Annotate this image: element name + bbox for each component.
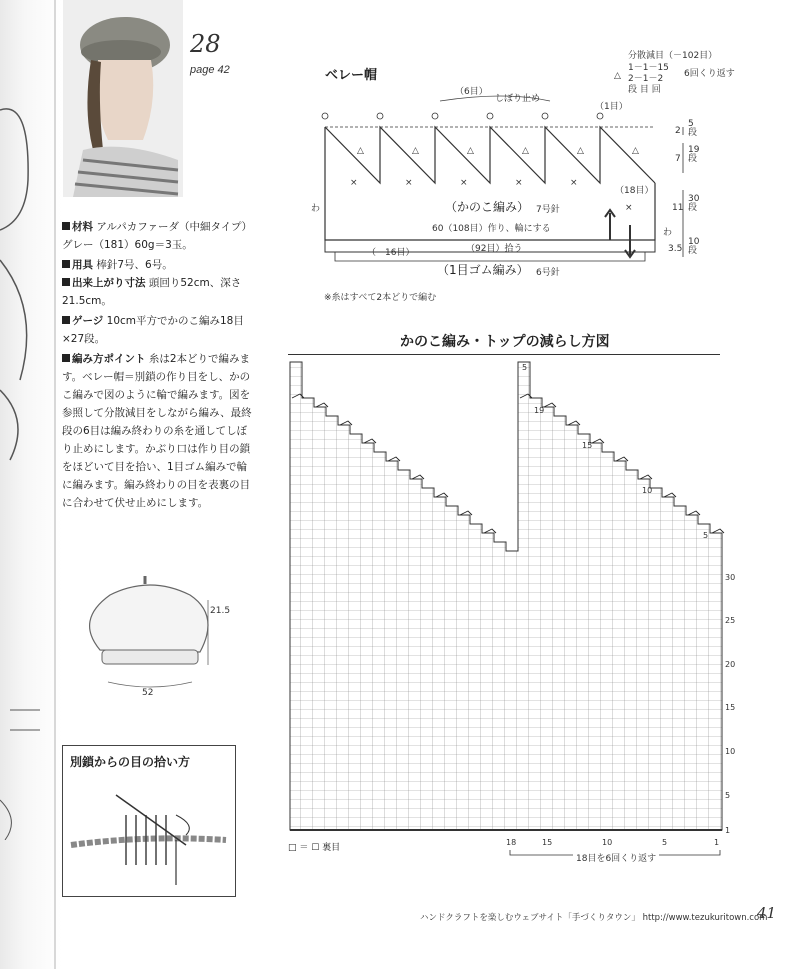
upper-label-15: 15	[582, 441, 593, 450]
chart-title: かのこ編み・トップの減らし方図	[400, 334, 610, 350]
dim-body-rows: 30段	[688, 194, 700, 213]
gauge	[62, 312, 257, 348]
howto-title: 別鎖からの目の拾い方	[70, 755, 191, 769]
cast-on: 60（108目）作り、輪にする	[432, 224, 551, 234]
dim-rib-rows: 10段	[688, 237, 700, 256]
body-pattern: （かのこ編み）	[445, 200, 530, 214]
col-label-10: 10	[602, 838, 613, 847]
decrease-row2: 2－1－2	[628, 74, 664, 84]
model-photo	[63, 0, 183, 197]
beret-title: ベレー帽	[325, 68, 378, 83]
previous-page-drawings	[0, 60, 60, 840]
dim-top: 2	[675, 126, 681, 136]
svg-text:△: △	[412, 146, 419, 156]
materials-label: 材料	[72, 221, 93, 233]
pickup: （92目）拾う	[466, 244, 523, 254]
row-label-10: 10	[725, 747, 736, 756]
triangle-icon: △	[614, 71, 621, 81]
row-label-25: 25	[725, 616, 736, 625]
howto-illustration	[66, 775, 232, 890]
svg-text:×: ×	[460, 178, 468, 188]
dim-top-rows: 5段	[688, 119, 698, 138]
svg-text:×: ×	[625, 203, 633, 213]
materials	[62, 218, 257, 254]
svg-text:△: △	[467, 146, 474, 156]
page-folio: 41	[757, 904, 777, 922]
pattern-number: 28	[190, 30, 221, 58]
decrease-chart	[288, 358, 736, 838]
svg-text:×: ×	[515, 178, 523, 188]
materials-text: アルパカファーダ（中細タイプ）グレー（181）60g＝3玉。	[62, 221, 253, 251]
decrease-title: 分散減目（－102目）	[628, 51, 718, 61]
ring-left: わ	[311, 204, 321, 214]
col-label-15: 15	[542, 838, 553, 847]
col-label-1: 1	[714, 838, 720, 847]
hat-circumference-label: 52	[142, 688, 154, 698]
svg-text:△: △	[522, 146, 529, 156]
page-reference: page 42	[190, 64, 230, 76]
hat-sketch	[70, 570, 240, 700]
size-text: 頭回り52cm、深さ21.5cm。	[62, 277, 242, 307]
diagram-note: ※糸はすべて2本どりで編む	[324, 293, 437, 303]
decrease-row1: 1－1－15	[628, 63, 669, 73]
row-label-15: 15	[725, 703, 736, 712]
rib-needle: 6号針	[536, 268, 560, 278]
points-label: 編み方ポイント	[72, 353, 146, 365]
col-label-18: 18	[506, 838, 517, 847]
gather-label: しぼり止め	[495, 94, 541, 104]
points-text: 糸は2本どりで編みます。ベレー帽＝別鎖の作り目をし、かのこ編みで図のように輪で編みます。図を参照して分散減目をしながら編み、最終段の6目は編み終わりの糸を通してしぼり止めにします。かぶり口は作り目の鎖をほどいて目を拾い、1目ゴム編みで輪に編みます。編み終わりの目を表裏の目に合わせて伏せ止めにします。	[62, 353, 252, 509]
dim-body: 11	[672, 203, 684, 213]
gauge-label: ゲージ	[72, 315, 104, 327]
upper-label-19: 19	[534, 406, 545, 415]
finished-size	[62, 274, 257, 310]
tools-text: 棒針7号、6号。	[96, 259, 173, 271]
decrease-row3: 段 目 回	[628, 85, 661, 95]
upper-label-5a: 5	[522, 363, 528, 372]
upper-label-10: 10	[642, 486, 653, 495]
one-stitch-label: （1目）	[595, 102, 628, 112]
rib-pattern: （1目ゴム編み）	[437, 263, 529, 277]
knitting-points	[62, 350, 257, 512]
bullet-square-icon	[62, 316, 70, 324]
hat-depth-label: 21.5	[210, 606, 231, 616]
svg-text:△: △	[577, 146, 584, 156]
dim-rib: 3.5	[668, 244, 683, 254]
top-stitches: （6目）	[455, 87, 488, 97]
footer-text: ハンドクラフトを楽しむウェブサイト「手づくりタウン」 http://www.tezukuritown.com	[420, 913, 768, 923]
minus16: （－16目）	[367, 248, 415, 258]
gauge-text: 10cm平方でかのこ編み18目×27段。	[62, 315, 244, 345]
bullet-square-icon	[62, 260, 70, 268]
row-label-30: 30	[725, 573, 736, 582]
eighteen-label: （18目）	[615, 186, 654, 196]
svg-text:×: ×	[570, 178, 578, 188]
decrease-repeat: 6回くり返す	[684, 69, 735, 79]
svg-text:△: △	[357, 146, 364, 156]
row-label-1: 1	[725, 826, 731, 835]
row-label-5: 5	[725, 791, 731, 800]
repeat-text: 18目を6回くり返す	[573, 851, 659, 864]
row-label-20: 20	[725, 660, 736, 669]
dim-mid: 7	[675, 154, 681, 164]
chart-legend: □ ＝ ☐ 裏目	[288, 843, 341, 853]
dim-mid-rows: 19段	[688, 145, 700, 164]
svg-text:△: △	[632, 146, 639, 156]
bullet-square-icon	[62, 222, 70, 230]
col-label-5: 5	[662, 838, 668, 847]
size-label: 出来上がり寸法	[72, 277, 146, 289]
svg-text:×: ×	[350, 178, 358, 188]
chart-top-rule	[288, 354, 720, 355]
tools-label: 用具	[72, 259, 93, 271]
svg-text:×: ×	[405, 178, 413, 188]
ring-right: わ	[663, 228, 673, 238]
upper-label-5b: 5	[703, 531, 709, 540]
tools	[62, 256, 257, 274]
body-needle: 7号針	[536, 205, 560, 215]
bullet-square-icon	[62, 354, 70, 362]
bullet-square-icon	[62, 278, 70, 286]
